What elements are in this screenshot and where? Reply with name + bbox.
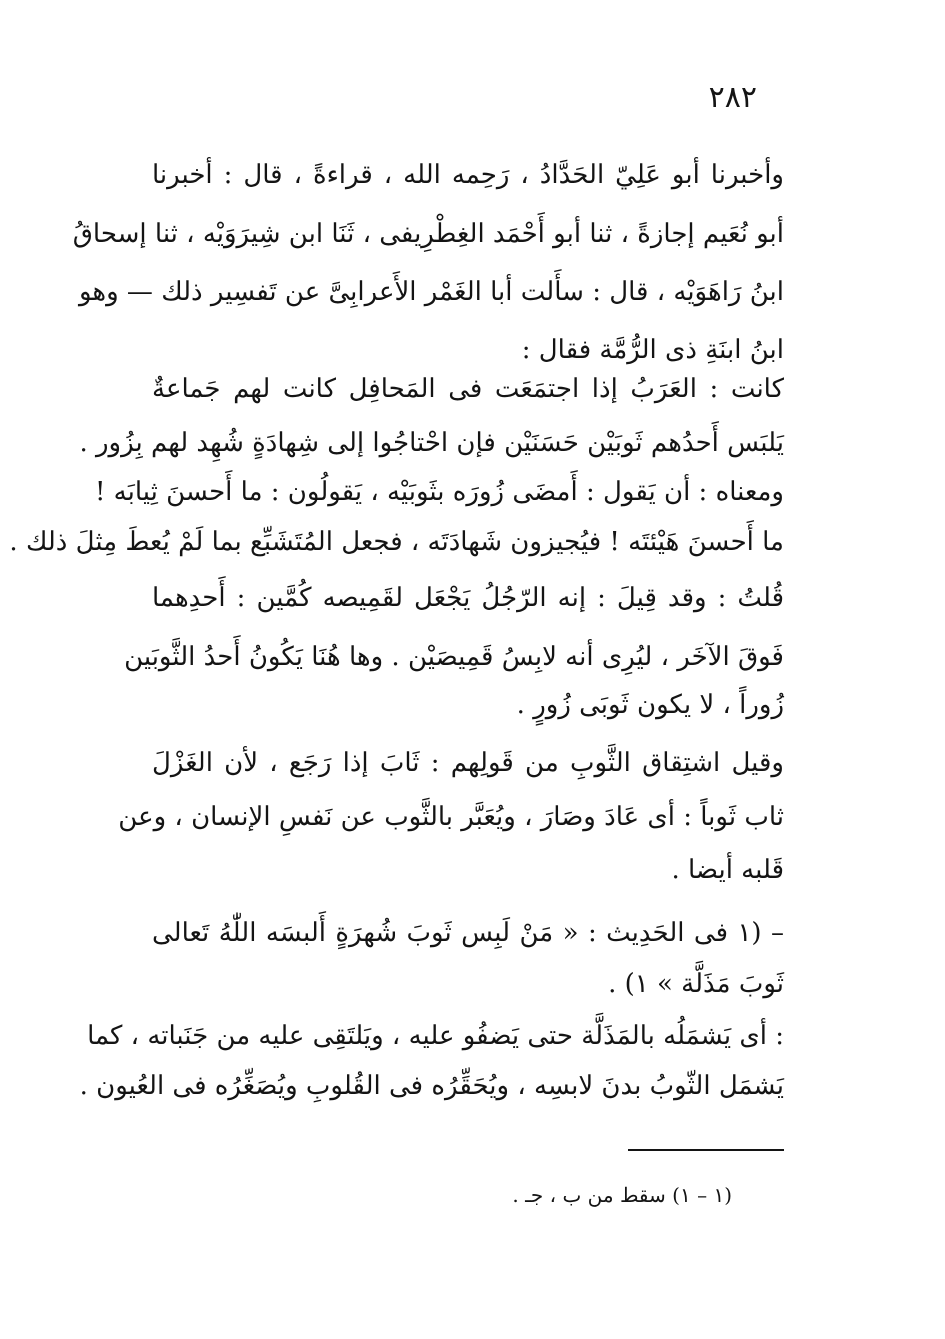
text-line: فَوقَ الآخَر ، ليُرِى أنه لابِسُ قَمِيصَيْن . وها هُنَا يَكُونُ أَحدُ الثَّوبَين (124, 642, 784, 672)
text-line: – (١ فى الحَدِيث : « مَنْ لَبِس ثَوبَ شُهرَةٍ أَلبسَه اللّٰهُ تَعالى (152, 918, 784, 948)
footnote: (١ – ١) سقط من ب ، جـ . (512, 1183, 732, 1207)
text-line: ثاب ثَوباً : أى عَادَ وصَارَ ، ويُعَبَّر بالثَّوب عن نَفسِ الإنسان ، وعن (118, 802, 784, 832)
text-line: ابنُ ابنَةِ ذى الرُّمَّة فقال : (521, 335, 784, 365)
text-line: وأخبرنا أبو عَلِيّ الحَدَّادُ ، رَحِمه الله ، قراءةً ، قال : أخبرنا (152, 160, 784, 190)
text-line: ثَوبَ مَذَلَّة » ١) . (608, 969, 784, 999)
page-number: ٢٨٢ (708, 80, 757, 115)
text-line: : أى يَشمَلُه بالمَذَلَّة حتى يَضفُو عليه ، ويَلتَقِى عليه من جَنَباته ، كما (87, 1021, 784, 1051)
text-line: كانت : العَرَبُ إذا اجتمَعَت فى المَحافِل كانت لهم جَماعةٌ (152, 374, 784, 404)
text-line: وقيل اشتِقاق الثَّوبِ من قَولِهم : ثَابَ إذا رَجَع ، لأن الغَزْلَ (152, 748, 784, 778)
text-line: ابنُ رَاهَوَيْه ، قال : سأَلت أبا الغَمْر الأَعرابِىَّ عن تَفسِير ذلك — وهو (78, 277, 784, 307)
footnote-separator (628, 1149, 784, 1151)
text-line: يَشمَل الثّوبُ بدنَ لابسِه ، ويُحَقِّرُه فى القُلوبِ ويُصَغِّرُه فى العُيون . (79, 1071, 784, 1101)
text-line: قَلبه أيضا . (671, 855, 784, 885)
text-line: قُلتُ : وقد قِيلَ : إنه الرّجُلُ يَجْعَل لقَمِيصه كُمَّين : أَحدِهما (152, 583, 784, 613)
text-line: يَلبَس أَحدُهم ثَوبَيْن حَسَنَيْن فإن احْتاجُوا إلى شِهادَةٍ شُهِد لهم بِزُور . (79, 428, 784, 458)
text-line: ما أَحسنَ هَيْئتَه ! فيُجيزون شَهادَتَه ، فجعل المُتَشَبِّع بما لَمْ يُعطَ مِثلَ ذلك . (9, 527, 784, 557)
text-line: أبو نُعَيم إجازةً ، ثنا أبو أَحْمَد الغِطْرِيفى ، ثَنَا ابن شِيرَوَيْه ، ثنا إسحاقُ (72, 219, 784, 249)
text-line: زُوراً ، لا يكون ثَوبَى زُورٍ . (516, 690, 784, 720)
text-line: ومعناه : أن يَقول : أَمضَى زُورَه بثَوبَيْه ، يَقولُون : ما أَحسنَ ثِيابَه ! (94, 477, 784, 507)
